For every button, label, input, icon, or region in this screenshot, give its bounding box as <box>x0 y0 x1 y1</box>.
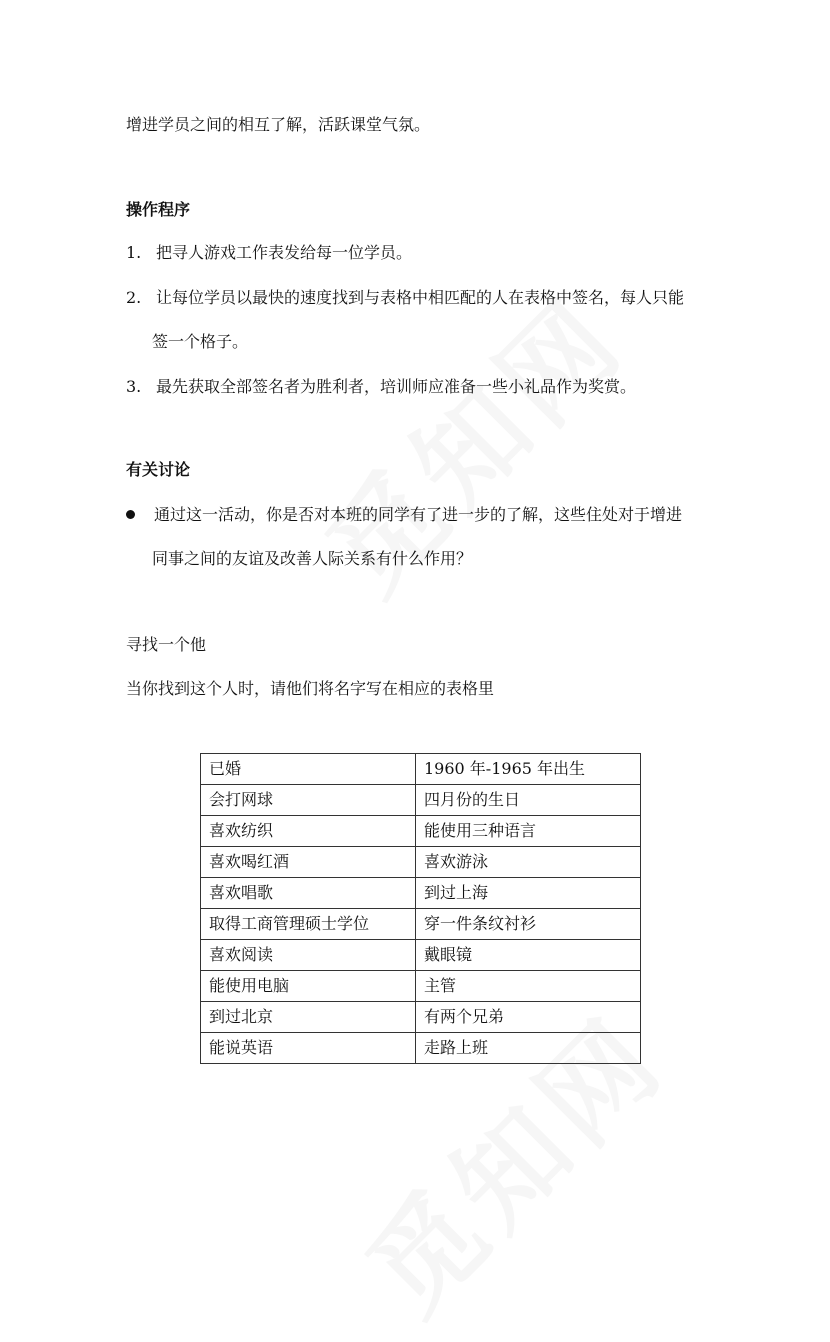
procedure-step <box>126 377 636 397</box>
table-row <box>201 847 641 878</box>
step-text: 让每位学员以最快的速度找到与表格中相匹配的人在表格中签名，每人只能 <box>156 288 685 307</box>
step-text: 把寻人游戏工作表发给每一位学员。 <box>156 243 413 262</box>
table-cell: 到过北京 <box>201 1002 416 1033</box>
table-row <box>201 785 641 816</box>
table-cell: 喜欢纺织 <box>201 816 416 847</box>
discussion-item-continuation: 同事之间的友谊及改善人际关系有什么作用？ <box>152 549 473 568</box>
table-cell: 到过上海 <box>416 878 641 909</box>
table-cell: 已婚 <box>201 754 416 785</box>
table-row <box>201 971 641 1002</box>
table-cell: 1960 年-1965 年出生 <box>416 754 641 785</box>
worksheet-instruction: 当你找到这个人时，请他们将名字写在相应的表格里 <box>126 679 495 698</box>
table-cell: 能使用三种语言 <box>416 816 641 847</box>
table-cell: 戴眼镜 <box>416 940 641 971</box>
procedure-heading: 操作程序 <box>126 200 191 219</box>
table-row <box>201 816 641 847</box>
table-cell: 能使用电脑 <box>201 971 416 1002</box>
table-row <box>201 940 641 971</box>
step-number: 1. <box>126 243 142 262</box>
table-cell: 喜欢阅读 <box>201 940 416 971</box>
worksheet-title: 寻找一个他 <box>126 635 207 654</box>
step-number: 3. <box>126 377 142 396</box>
table-cell: 会打网球 <box>201 785 416 816</box>
table-row <box>201 754 641 785</box>
table-row <box>201 1033 641 1064</box>
table-cell: 四月份的生日 <box>416 785 641 816</box>
table-row <box>201 878 641 909</box>
table-cell: 取得工商管理硕士学位 <box>201 909 416 940</box>
worksheet-table <box>200 753 641 1064</box>
step-text: 最先获取全部签名者为胜利者，培训师应准备一些小礼品作为奖赏。 <box>156 377 637 396</box>
discussion-item: 通过这一活动，你是否对本班的同学有了进一步的了解，这些住处对于增进 <box>154 505 683 524</box>
procedure-step <box>126 243 412 263</box>
table-cell: 喜欢喝红酒 <box>201 847 416 878</box>
procedure-step <box>126 288 684 308</box>
table-cell: 走路上班 <box>416 1033 641 1064</box>
table-row <box>201 909 641 940</box>
table-row <box>201 1002 641 1033</box>
table-cell: 穿一件条纹衬衫 <box>416 909 641 940</box>
bullet-icon <box>126 510 135 519</box>
table-cell: 喜欢游泳 <box>416 847 641 878</box>
intro-text: 增进学员之间的相互了解，活跃课堂气氛。 <box>126 115 431 134</box>
step-number: 2. <box>126 288 142 307</box>
table-cell: 有两个兄弟 <box>416 1002 641 1033</box>
table-cell: 能说英语 <box>201 1033 416 1064</box>
table-cell: 喜欢唱歌 <box>201 878 416 909</box>
step-text-continuation: 签一个格子。 <box>152 332 249 351</box>
table-cell: 主管 <box>416 971 641 1002</box>
discussion-heading: 有关讨论 <box>126 460 191 479</box>
